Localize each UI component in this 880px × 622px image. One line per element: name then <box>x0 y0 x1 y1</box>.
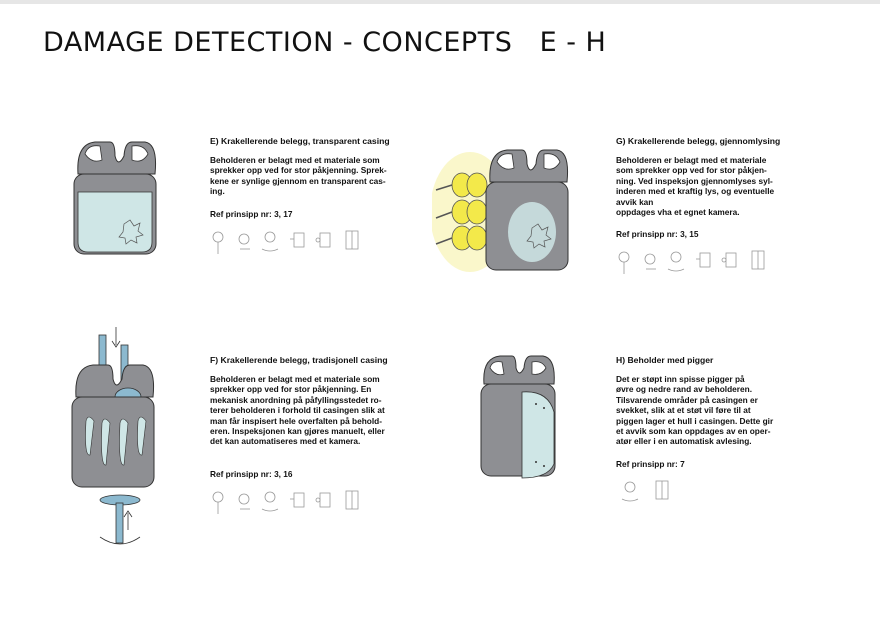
concept-f <box>210 355 410 522</box>
concept-g-principle-icons <box>616 247 786 277</box>
concept-h-body: Det er støpt inn spisse pigger på øvre og nedre rand av beholderen. Tilsvarende områder på casingen er svekket, slik at et støt vil føre til at piggen lager et hull i casingen. Dette gir et avvik som kan oppdages av en oper- atør eller i en automatisk avlesing. <box>616 374 774 447</box>
top-border <box>0 0 880 4</box>
illustration-f-traditional-casing <box>66 325 171 550</box>
concept-e-ref: Ref prinsipp nr: 3, 17 <box>210 208 293 219</box>
concept-f-ref: Ref prinsipp nr: 3, 16 <box>210 468 293 479</box>
illustration-e-transparent-casing <box>70 134 165 264</box>
concept-e-principle-icons <box>210 227 380 257</box>
concept-e-body: Beholderen er belagt med et materiale som sprekker opp ved for stor påkjenning. Sprek- kene er synlige gjennom en transparent cas- ing. <box>210 155 387 197</box>
illustration-h-spikes <box>478 352 563 487</box>
concept-g-heading: G) Krakellerende belegg, gjennomlysing <box>616 136 781 146</box>
concept-f-heading: F) Krakellerende belegg, tradisjonell casing <box>210 355 388 365</box>
concept-e <box>210 136 410 262</box>
concept-g <box>616 136 816 282</box>
illustration-g-through-lighting <box>432 140 582 280</box>
concept-e-heading: E) Krakellerende belegg, transparent casing <box>210 136 390 146</box>
concept-g-body: Beholderen er belagt med et materiale som sprekker opp ved for stor påkjen- ning. Ved inspeksjon gjennomlyses syl- inderen med et kraftig lys, og eventuelle avvik kan oppdages vha et egnet kamera. <box>616 155 775 218</box>
concept-h-ref: Ref prinsipp nr: 7 <box>616 458 685 469</box>
concept-f-body: Beholderen er belagt med et materiale som sprekker opp ved for stor påkjenning. En mekanisk anordning på påfyllingsstedet ro- terer beholderen i forhold til casingen slik at man får inspisert hele overfalten på behold- eren. Inspeksjonen kan gjøres manuelt, eller det kan automatiseres med et kamera. <box>210 374 385 447</box>
concept-h <box>616 355 816 512</box>
concept-g-ref: Ref prinsipp nr: 3, 15 <box>616 229 699 240</box>
page-title: DAMAGE DETECTION - CONCEPTS E - H <box>43 27 607 58</box>
concept-h-principle-icons <box>616 477 696 507</box>
concept-h-heading: H) Beholder med pigger <box>616 355 714 365</box>
concept-f-principle-icons <box>210 487 380 517</box>
